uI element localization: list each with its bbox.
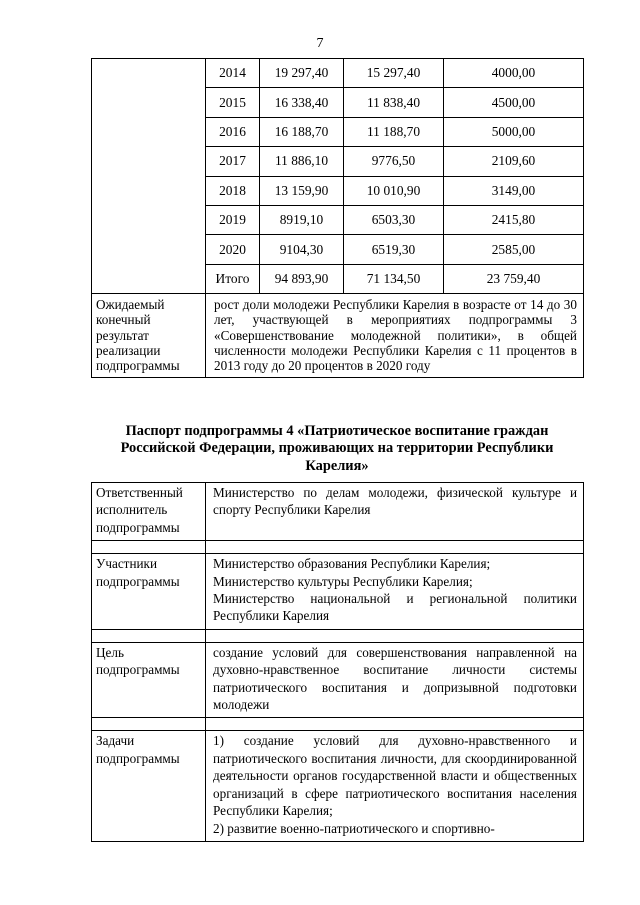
tasks-row: [92, 731, 584, 841]
year-cell: 2014: [206, 59, 260, 88]
total-cell: 8919,10: [260, 205, 344, 234]
goal-row: [92, 642, 584, 718]
participants-label: Участники подпрограммы: [92, 554, 206, 630]
regional-cell: 9776,50: [344, 147, 444, 176]
participants-row: [92, 554, 584, 630]
funding-label-cell: [92, 59, 206, 294]
year-cell: 2018: [206, 176, 260, 205]
task-item: 2) развитие военно-патриотического и спортивно-: [213, 820, 495, 836]
total-cell: 13 159,90: [260, 176, 344, 205]
goal-label: Цель подпрограммы: [92, 642, 206, 718]
spacer-row: [92, 718, 584, 731]
total-cell: 11 886,10: [260, 147, 344, 176]
regional-cell: 10 010,90: [344, 176, 444, 205]
tasks-label: Задачи подпрограммы: [92, 731, 206, 841]
participant-item: Министерство культуры Республики Карелия;: [213, 573, 473, 589]
executor-text: Министерство по делам молодежи, физической культуре и спорту Республики Карелия: [206, 483, 584, 541]
total-cell: 9104,30: [260, 235, 344, 264]
year-cell: 2016: [206, 117, 260, 146]
task-item: 1) создание условий для духовно-нравственного и патриотического воспитания личности, для скоординированной деятельности органов государственной власти и общественных организаций в сфере патриотического воспитания населения Республики Карелия;: [213, 733, 577, 819]
spacer-row: [92, 629, 584, 642]
regional-cell: 11 188,70: [344, 117, 444, 146]
participant-item: Министерство национальной и региональной политики Республики Карелия: [213, 591, 577, 624]
federal-cell: 3149,00: [444, 176, 584, 205]
executor-label: Ответственный исполнитель подпрограммы: [92, 483, 206, 541]
federal-cell: 4500,00: [444, 88, 584, 117]
total-cell: 94 893,90: [260, 264, 344, 293]
passport-heading: Паспорт подпрограммы 4 «Патриотическое воспитание граждан Российской Федерации, проживающих на территории Республики Карелия»: [120, 423, 554, 474]
federal-cell: 2109,60: [444, 147, 584, 176]
tasks-text: [206, 731, 584, 841]
federal-cell: 2585,00: [444, 235, 584, 264]
year-cell: Итого: [206, 264, 260, 293]
total-cell: 16 188,70: [260, 117, 344, 146]
expected-result-label: Ожидаемый конечный результат реализации подпрограммы: [92, 294, 206, 378]
spacer-row: [92, 541, 584, 554]
funding-row: [92, 59, 584, 88]
participant-item: Министерство образования Республики Карелия;: [213, 556, 491, 572]
participants-text: [206, 554, 584, 630]
passport-table: [91, 482, 584, 842]
year-cell: 2017: [206, 147, 260, 176]
federal-cell: 4000,00: [444, 59, 584, 88]
year-cell: 2020: [206, 235, 260, 264]
total-cell: 16 338,40: [260, 88, 344, 117]
expected-result-text: рост доли молодежи Республики Карелия в возрасте от 14 до 30 лет, участвующей в мероприятиях подпрограммы 3 «Совершенствование молодежной политики», в общей численности молодежи Республики Карелия с 11 процентов в 2013 году до 20 процентов в 2020 году: [206, 294, 584, 378]
year-cell: 2015: [206, 88, 260, 117]
regional-cell: 71 134,50: [344, 264, 444, 293]
funding-table: [91, 58, 584, 378]
federal-cell: 5000,00: [444, 117, 584, 146]
total-cell: 19 297,40: [260, 59, 344, 88]
federal-cell: 23 759,40: [444, 264, 584, 293]
executor-row: [92, 483, 584, 541]
regional-cell: 15 297,40: [344, 59, 444, 88]
goal-text: создание условий для совершенствования направленной на духовно-нравственное воспитание личности системы патриотического воспитания и допризывной подготовки молодежи: [206, 642, 584, 718]
regional-cell: 6519,30: [344, 235, 444, 264]
regional-cell: 11 838,40: [344, 88, 444, 117]
federal-cell: 2415,80: [444, 205, 584, 234]
page-number: 7: [316, 36, 324, 51]
expected-result-row: [92, 294, 584, 378]
regional-cell: 6503,30: [344, 205, 444, 234]
year-cell: 2019: [206, 205, 260, 234]
